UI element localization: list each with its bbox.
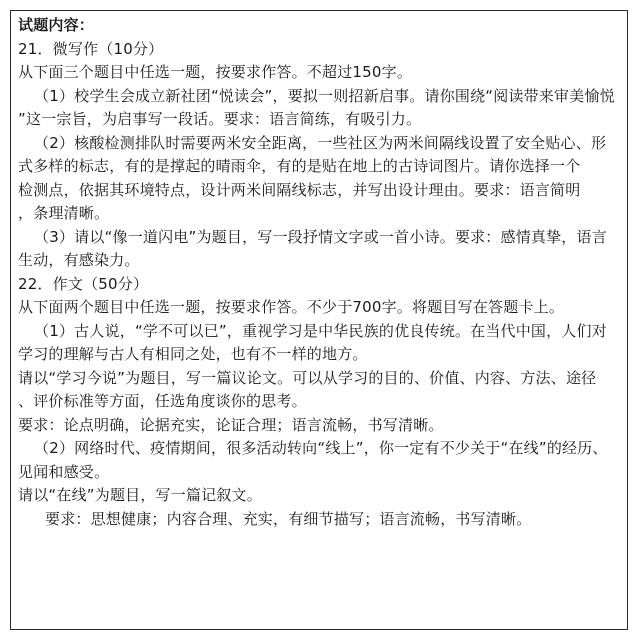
q22-option1-prompt-line2: 、评价标准等方面，任选角度谈你的思考。 bbox=[18, 392, 307, 410]
q21-option3-line2: 生动，有感染力。 bbox=[18, 251, 140, 269]
q21-option3-line1: （3）请以“像一道闪电”为题目，写一段抒情文字或一首小诗。要求：感情真挚，语言 bbox=[34, 227, 607, 246]
q21-option1-line1: （1）校学生会成立新社团“悦读会”，要拟一则招新启事。请你围绕“阅读带来审美愉悦 bbox=[34, 86, 615, 105]
q21-option2-line2: 式多样的标志，有的是撑起的晴雨伞，有的是贴在地上的古诗词图片。请你选择一个 bbox=[18, 157, 581, 175]
doc-heading: 试题内容： bbox=[18, 16, 95, 34]
q21-instructions: 从下面三个题目中任选一题，按要求作答。不超过150字。 bbox=[18, 63, 413, 81]
q22-option2-line2: 见闻和感受。 bbox=[18, 462, 110, 481]
q22-option1-prompt-line1: 请以“学习今说”为题目，写一篇议论文。可以从学习的目的、价值、内容、方法、途径 bbox=[18, 368, 597, 387]
document-body bbox=[18, 14, 622, 531]
q21-option1-line2: ”这一宗旨，为启事写一段话。要求：语言简练，有吸引力。 bbox=[18, 110, 422, 128]
q22-option2-requirements: 要求：思想健康；内容合理、充实，有细节描写；语言流畅，书写清晰。 bbox=[45, 509, 532, 528]
q22-instructions: 从下面两个题目中任选一题，按要求作答。不少于700字。将题目写在答题卡上。 bbox=[18, 298, 565, 316]
q21-option2-line3: 检测点，依据其环境特点，设计两米间隔线标志，并写出设计理由。要求：语言简明 bbox=[18, 180, 581, 199]
q21-title: 21．微写作（10分） bbox=[18, 39, 164, 58]
q22-option1-line1: （1）古人说，“学不可以已”，重视学习是中华民族的优良传统。在当代中国，人们对 bbox=[34, 321, 607, 340]
q22-option2-line1: （2）网络时代、疫情期间，很多活动转向“线上”，你一定有不少关于“在线”的经历、 bbox=[34, 439, 608, 457]
q21-option2-line4: ，条理清晰。 bbox=[18, 204, 110, 222]
q22-option1-requirements: 要求：论点明确，论据充实，论证合理；语言流畅，书写清晰。 bbox=[18, 415, 444, 434]
q22-option2-prompt: 请以“在线”为题目，写一篇记叙文。 bbox=[18, 486, 262, 504]
q22-title: 22．作文（50分） bbox=[18, 274, 149, 293]
q22-option1-line2: 学习的理解与古人有相同之处，也有不一样的地方。 bbox=[18, 345, 368, 363]
q21-option2-line1: （2）核酸检测排队时需要两米安全距离，一些社区为两米间隔线设置了安全贴心、形 bbox=[34, 133, 607, 152]
